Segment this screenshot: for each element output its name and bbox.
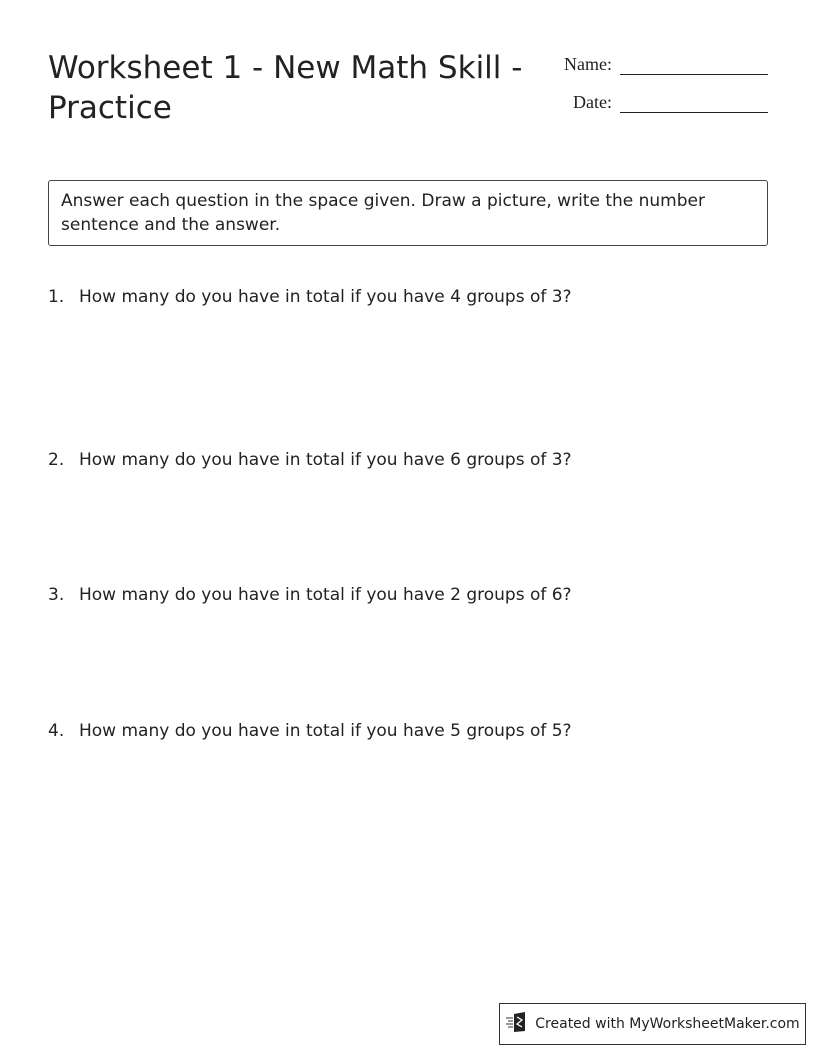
question-text: How many do you have in total if you have 6 groups of 3? <box>79 450 572 470</box>
footer-badge[interactable] <box>499 1003 806 1045</box>
page-title: Worksheet 1 - New Math Skill - Practice <box>48 50 523 126</box>
question-number: 3. <box>48 585 65 605</box>
name-line[interactable] <box>620 56 768 75</box>
name-field <box>542 54 768 75</box>
question-number: 4. <box>48 721 65 741</box>
footer-text: Created with MyWorksheetMaker.com <box>535 1016 800 1032</box>
question-number: 2. <box>48 450 65 470</box>
question-text: How many do you have in total if you have 4 groups of 3? <box>79 287 572 307</box>
date-label: Date: <box>573 92 612 112</box>
question-4 <box>48 721 572 741</box>
name-label: Name: <box>564 54 612 74</box>
question-text: How many do you have in total if you have 2 groups of 6? <box>79 585 572 605</box>
worksheet-maker-logo-icon <box>505 1011 529 1037</box>
question-text: How many do you have in total if you have 5 groups of 5? <box>79 721 572 741</box>
instructions-box: Answer each question in the space given. Draw a picture, write the number sentence and the answer. <box>48 180 768 246</box>
question-number: 1. <box>48 287 65 307</box>
question-1 <box>48 287 572 307</box>
question-3 <box>48 585 572 605</box>
date-line[interactable] <box>620 94 768 113</box>
question-2 <box>48 450 572 470</box>
date-field <box>542 92 768 113</box>
